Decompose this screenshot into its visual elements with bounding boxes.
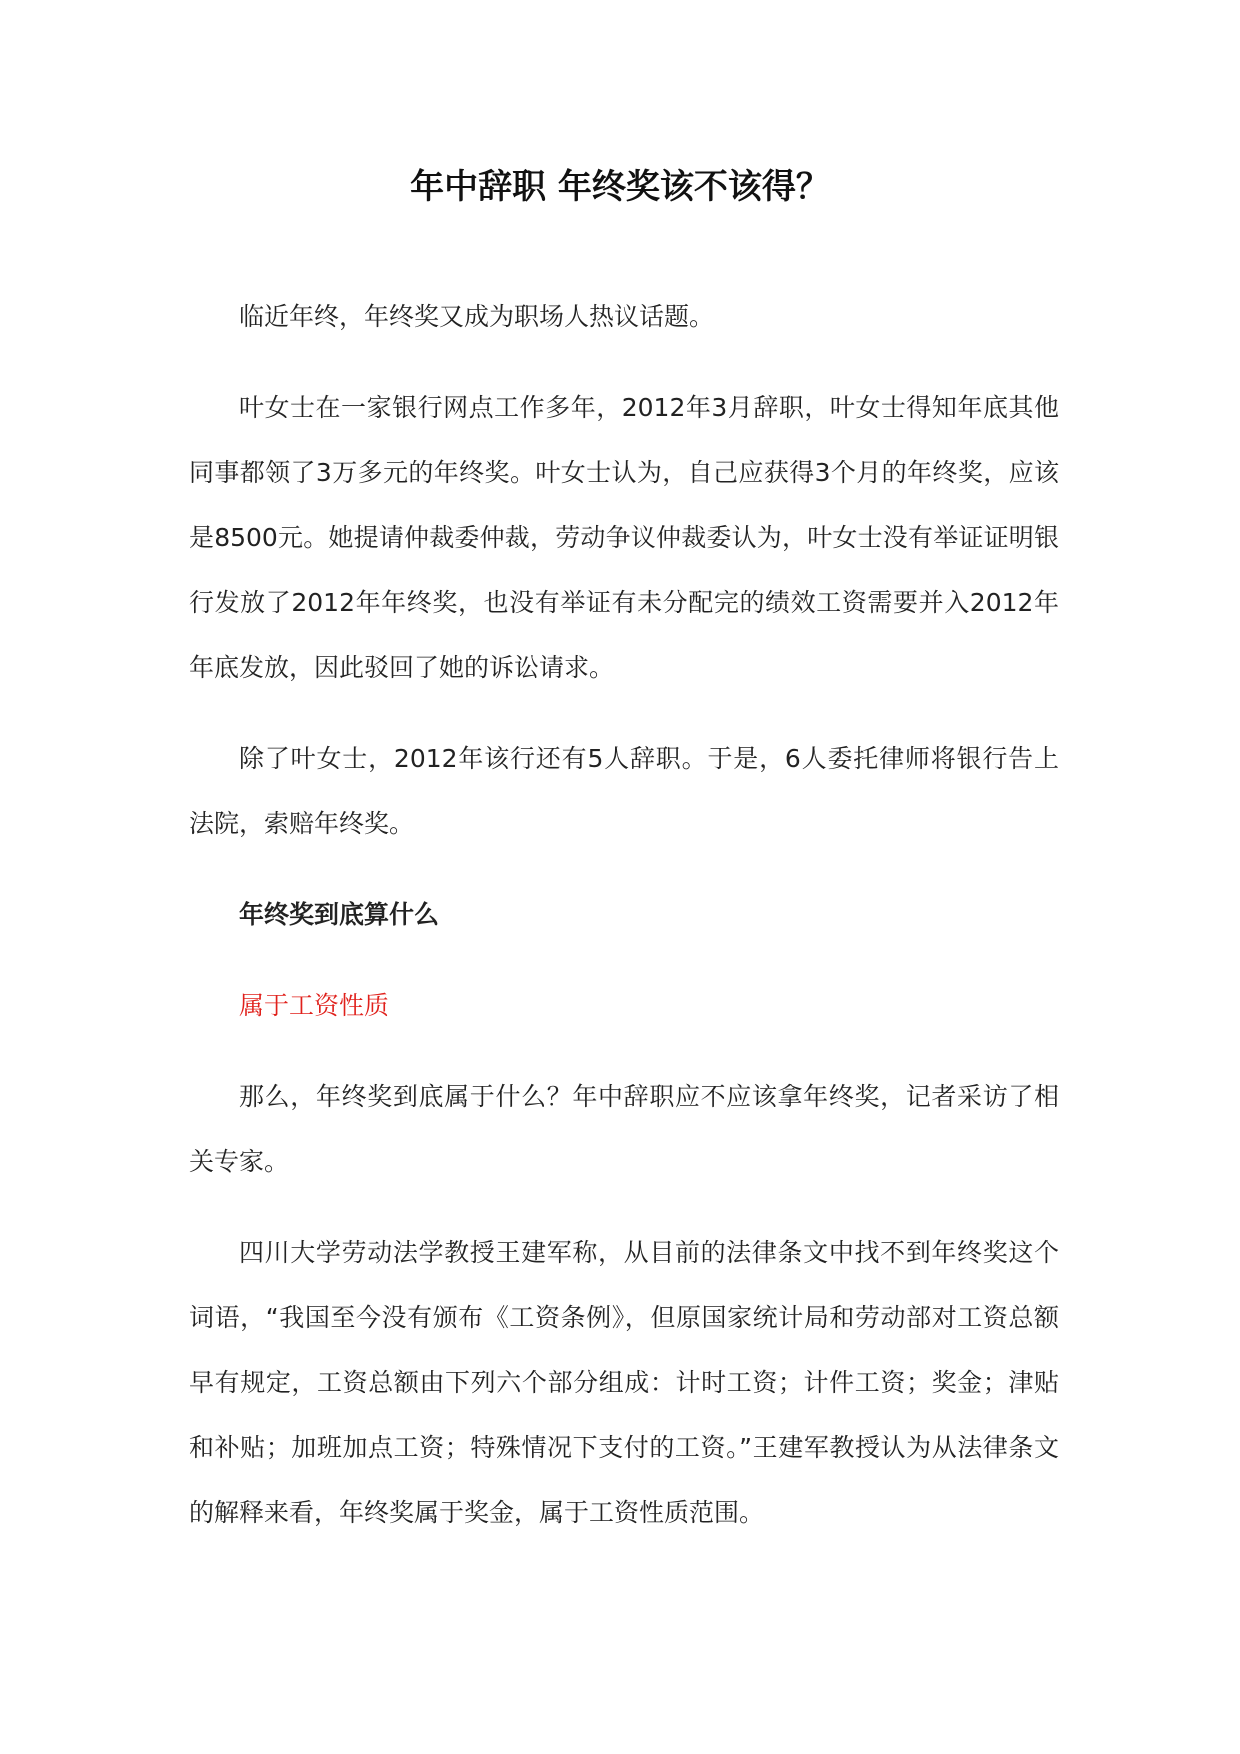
document-body [189,284,1059,1571]
section-subheading: 属于工资性质 [239,991,390,1020]
paragraph-question: 那么，年终奖到底属于什么？年中辞职应不应该拿年终奖，记者采访了相关专家。 [189,1082,1059,1176]
document-title: 年中辞职 年终奖该不该得？ [410,167,830,207]
paragraph-intro: 临近年终，年终奖又成为职场人热议话题。 [239,302,715,331]
paragraph-expert: 四川大学劳动法学教授王建军称，从目前的法律条文中找不到年终奖这个词语，“我国至今没有颁布《工资条例》，但原国家统计局和劳动部对工资总额早有规定，工资总额由下列六个部分组成：计时工资；计件工资；奖金；津贴和补贴；加班加点工资；特殊情况下支付的工资。”王建军教授认为从法律条文的解释来看，年终奖属于奖金，属于工资性质范围。 [189,1238,1059,1527]
paragraph-case: 叶女士在一家银行网点工作多年，2012年3月辞职，叶女士得知年底其他同事都领了3万多元的年终奖。叶女士认为，自己应获得3个月的年终奖，应该是8500元。她提请仲裁委仲裁，劳动争议仲裁委认为，叶女士没有举证证明银行发放了2012年年终奖，也没有举证有未分配完的绩效工资需要并入2012年年底发放，因此驳回了她的诉讼请求。 [189,393,1059,682]
section-heading: 年终奖到底算什么 [239,900,440,929]
paragraph-lawsuit: 除了叶女士，2012年该行还有5人辞职。于是，6人委托律师将银行告上法院，索赔年终奖。 [189,744,1059,838]
